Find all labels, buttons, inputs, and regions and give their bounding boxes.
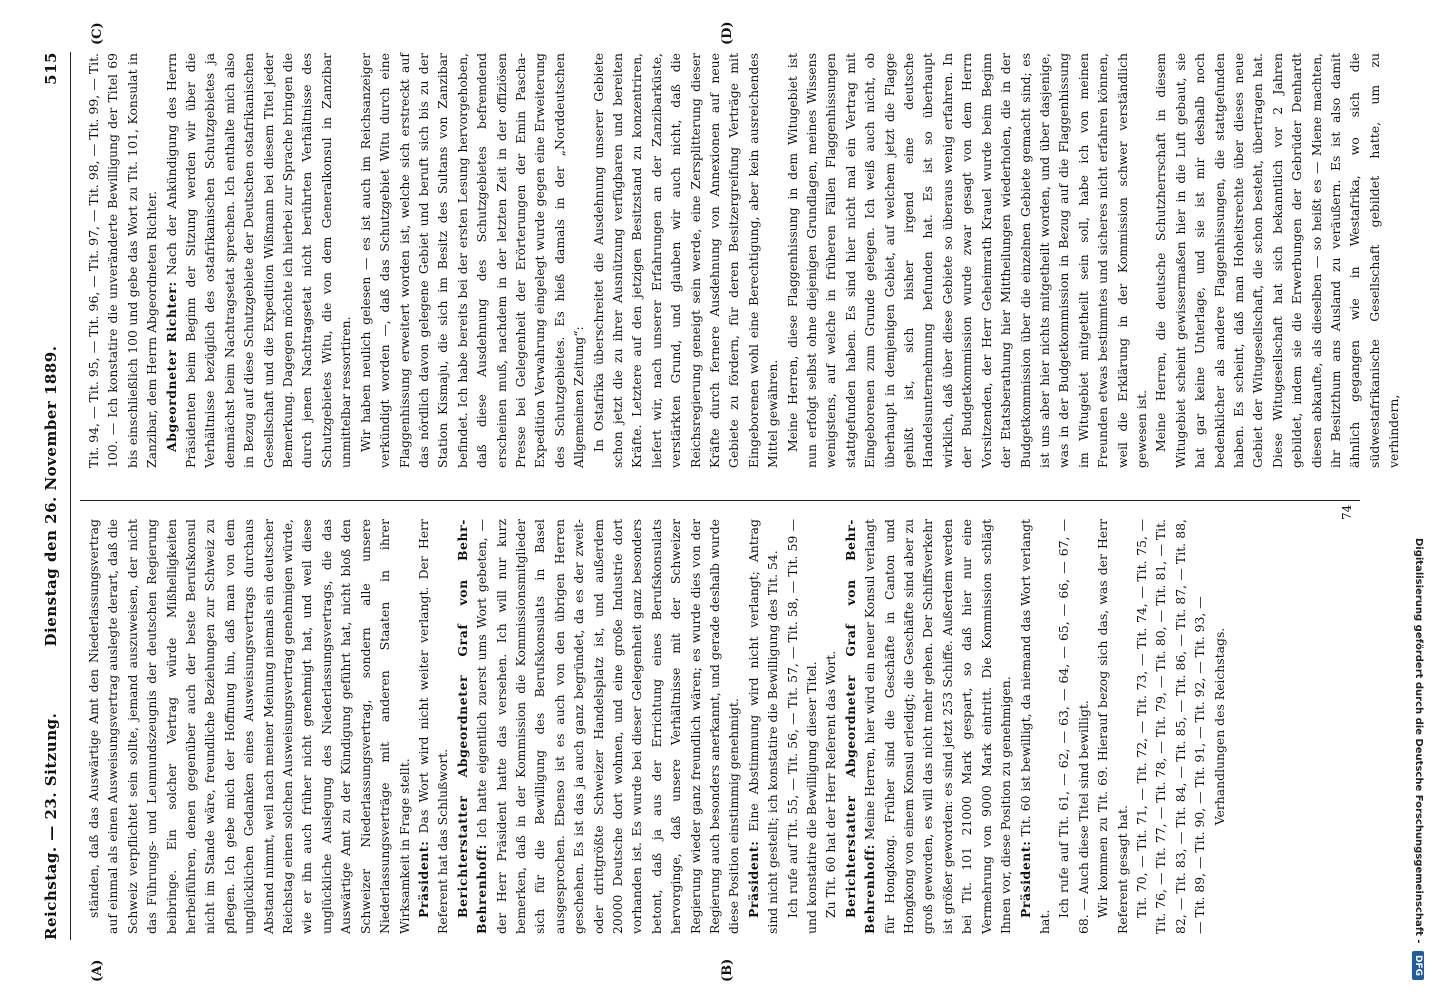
paragraph-text: Tit. 94, — Tit. 95, — Tit. 96, — Tit. 97, — Tit. 98, — Tit. 99, — Tit. 100. — Ich konstatire die unveränderte Bewilligung der Titel 69 bis einschließlich 100 und gebe das Wort zu Tit. 101, Konsulat in Zanzibar, dem Herrn Abgeordneten Richter. [86, 53, 160, 468]
left-paragraph [821, 519, 840, 934]
paragraph-text: Wir kommen zu Tit. 69. Hierauf bezog sich das, was der Herr Referent gesagt hat. [1095, 519, 1130, 934]
paragraph-text: Wir haben neulich gelesen — es ist auch im Reichsanzeiger verkündigt worden —, daß das Schutzgebiet Witu durch eine Flaggenhissung erweitert worden ist, welche sich erstreckt auf das nördlich davon gelegene Gebiet und beruft sich bis zu der Station Kismaju, die sich im Besitz des Sultans von Zanzibar befindet. Ich habe bereits bei der ersten Lesung hervorgehoben, daß diese Ausdehnung des Schutzgebietes befremdend erscheinen muß, nachdem in der letzten Zeit in der offiziösen Presse bei Gelegenheit der Erörterungen der Emin Pascha-Expedition Verwahrung eingelegt wurde gegen eine Erweiterung des Schutzgebietes. Es hieß damals in der „Norddeutschen Allgemeinen Zeitung“: [357, 53, 587, 468]
page-header [38, 52, 66, 940]
paragraph-text: Meine Herren, diese Flaggenhissung in dem Witugebiet ist nun erfolgt selbst ohne diejenigen Grundlagen, meines Wissens wenigstens, auf welche in früheren Fällen Flaggenhissungen stattgefunden haben. Es sind hier nicht mal ein Vertrag mit Eingeborenen zum Grunde gelegen. Ich weiß auch nicht, ob überhaupt in demjenigen Gebiet, auf welchem jetzt die Flagge gehißt ist, sich bisher irgend eine deutsche Handelsunternehmung befunden hat. Es ist so überhaupt wirklich, daß über diese Gebiete so überaus wenig erfahren. In der Budgetkommission wurde zwar gesagt von dem Herrn Vorsitzenden, der Herr Geheimrath Krauel wurde beim Beginn der Etatsberathung hier Mittheilungen wiederholen, die in der Budgetkommission über die einzelnen Gebiete gemacht sind; es ist uns aber hier nichts mitgetheilt worden, und über dasjenige, was in der Budgetkommission in Bezug auf die Flaggenhissung im Witugebiet mitgetheilt sein soll, habe ich von meinen Freunden etwas bestimmtes und sicheres nicht erfahren können, weil die Erklärung in der Kommission schwer verständlich gewesen ist. [784, 53, 1149, 468]
column-divider [80, 500, 1360, 501]
digitization-credit [1408, 20, 1426, 980]
left-paragraph [783, 519, 822, 934]
left-paragraph [744, 519, 783, 934]
header-left: Reichstag. — 23. Sitzung. [42, 712, 60, 940]
paragraph-text: Nach der Ankündigung des Herrn Präsidenten beim Beginn der Sitzung werden wir über die Verhältnisse bezüglich des ostafrikanischen Schutzgebietes ja demnächst beim Nachtragsetat sprechen. Ich enthalte mich also in Bezug auf diese Schutzgebiete der Deutschen ostafrikanischen Gesellschaft und die Expedition Wißmann bei diesem Titel jeder Bemerkung. Dagegen möchte ich hierbei zur Sprache bringen die durch jenen Nachtragsetat nicht berührten Verhältnisse des Schutzgebietes Witu, die von dem Generalkonsul in Zanzibar unmittelbar ressortiren. [163, 53, 354, 468]
left-paragraph [84, 519, 414, 934]
margin-marker-d: (D) [720, 21, 735, 45]
paragraph-text: Ich rufe auf Tit. 61, — 62, — 63, — 64, — 65, — 66, — 67, — 68. — Auch diese Titel sind bewilligt. [1056, 519, 1091, 934]
right-paragraph [783, 53, 1152, 468]
right-paragraph [84, 53, 162, 468]
right-paragraph [356, 53, 589, 468]
left-paragraph [1132, 519, 1210, 934]
right-paragraph [162, 53, 356, 468]
speaker-name: Präsident: [1017, 840, 1033, 918]
left-paragraph [841, 519, 1016, 934]
credit-text: Digitalisierung gefördert durch die Deutsche Forschungsgemeinschaft - [1413, 537, 1424, 944]
paragraph-text: Verhandlungen des Reichstags. [1211, 627, 1227, 826]
dfg-logo: DFG [1412, 951, 1424, 980]
margin-marker-b: (B) [720, 958, 735, 982]
right-paragraph [589, 53, 783, 468]
paragraph-text: Meine Herren, hier wird ein neuer Konsul verlangt für Hongkong. Früher sind die Geschäfte in Canton und Hongkong von einem Konsul erledigt; die Geschäfte sind aber zu groß geworden, es will das nicht mehr gehen. Der Schiffsverkehr ist größer geworden: es sind jetzt 253 Schiffe. Außerdem werden bei Tit. 101 21000 Mark gespart, so daß hier nur eine Vermehrung von 9000 Mark eintritt. Die Kommission schlägt Ihnen vor, diese Position zu genehmigen. [862, 519, 1014, 934]
header-rule [70, 52, 71, 940]
left-paragraph [1210, 519, 1229, 934]
speaker-name: Abgeordneter Richter: [163, 281, 179, 452]
left-paragraph [1054, 519, 1093, 934]
left-paragraph [414, 519, 453, 934]
paragraph-text: Tit. 60 ist bewilligt, da niemand das Wort verlangt hat. [1017, 519, 1052, 934]
paragraph-text: Ich rufe auf Tit. 55, — Tit. 56, — Tit. 57, — Tit. 58, — Tit. 59 — und konstatire die Bewilligung dieser Titel. [784, 519, 820, 934]
paragraph-text: Meine Herren, die deutsche Schutzherrschaft in diesem Witugebiet scheint gewissermaßen hier in die Luft gebaut, sie hat gar keine Unterlage, und sie ist mir deshalb noch bedenklicher als andere Flaggenhissungen, die stattgefunden haben. Es scheint, daß man Hoheitsrechte über dieses neue Gebiet der Witugesellschaft, die schon besteht, übertragen hat. Diese Witugesellschaft hat sich bekanntlich vor 2 Jahren gebildet, indem sie die Erwerbungen der Gebrüder Denhardt diesen abkaufte, als dieselben — so heißt es — Miene machten, ihr Besitzthum ans Ausland zu veräußern. Es ist also damit ähnlich gegangen wie in Westafrika, wo sich die südwestafrikanische Gesellschaft gebildet hatte, um zu verhindern, [1153, 53, 1402, 468]
header-page-number: 515 [42, 52, 60, 85]
left-column [84, 519, 1354, 934]
header-date: Dienstag den 26. November 1889. [42, 345, 60, 647]
left-paragraph [453, 519, 744, 934]
speaker-name: Präsident: [415, 840, 431, 918]
paragraph-text: Eine Abstimmung wird nicht verlangt; Antrag sind nicht gestellt; ich konstatire die Bewilligung des Tit. 54. [745, 519, 781, 934]
paragraph-text: ständen, daß das Auswärtige Amt den Niederlassungsvertrag auf einmal als einen Ausweisungsvertrag auslegte derart, daß die Schweiz verpflichtet sein sollte, jemand auszuweisen, der nicht das Führungs- und Leumundszeugnis der deutschen Regierung beibringe. Ein solcher Vertrag würde Mißhelligkeiten herbeiführen, denen gegenüber auch der beste Berufskonsul nicht im Stande wäre, freundliche Beziehungen zur Schweiz zu pflegen. Ich gebe mich der Hoffnung hin, daß man von dem unglücklichen Gedanken eines Ausweisungsvertrags durchaus Abstand nimmt, weil nach meiner Meinung niemals ein deutscher Reichstag einen solchen Ausweisungsvertrag genehmigen würde, wie er ihn auch früher nicht genehmigt hat, und weil diese unglückliche Auslegung des Niederlassungsvertrags, die das Auswärtige Amt zu der Kündigung geführt hat, nicht bloß den Schweizer Niederlassungsvertrag, sondern alle unsere Niederlassungsverträge mit anderen Staaten in ihrer Wirksamkeit in Frage stellt. [86, 519, 412, 934]
margin-marker-a: (A) [90, 959, 105, 982]
speaker-name: Berichterstatter Abgeordneter Graf von Behr-Behrenhoff: [454, 519, 490, 934]
right-column [84, 53, 1402, 468]
left-paragraph [1016, 519, 1055, 934]
paragraph-text: Tit. 70, — Tit. 71, — Tit. 72, — Tit. 73, — Tit. 74, — Tit. 75, — Tit. 76, — Tit. 77, — Tit. 78, — Tit. 79, — Tit. 80, — Tit. 81, — Tit. 82, — Tit. 83, — Tit. 84, — Tit. 85, — Tit. 86, — Tit. 87, — Tit. 88, — Tit. 89, — Tit. 90, — Tit. 91, — Tit. 92, — Tit. 93, — [1133, 519, 1208, 934]
right-paragraph [1151, 53, 1403, 468]
footer-page-number: 74 [1340, 504, 1354, 520]
speaker-name: Berichterstatter Abgeordneter Graf von Behr-Behrenhoff: [842, 519, 878, 934]
paragraph-text: In Ostafrika überschreitet die Ausdehnung unserer Gebiete schon jetzt die zu ihrer Ausnützung verfügbaren und bereiten Kräfte. Letztere auf den jetzigen Besitzstand zu konzentriren, liefert wir, nach unserer Erfahrungen an der Zanzibarküste, verstärkten Grund, und glauben wir auch nicht, daß die Reichsregierung geneigt sein werde, eine Zersplitterung dieser Kräfte durch fernere Ausdehnung von Annexionen auf neue Gebiete zu fördern, für deren Besitzergreifung Verträge mit Eingeborenen wohl eine Berechtigung, aber kein ausreichendes Mittel gewähren. [590, 53, 781, 468]
paragraph-text: Zu Tit. 60 hat der Herr Referent das Wort. [823, 650, 839, 918]
margin-marker-c: (C) [90, 22, 105, 45]
left-paragraph [1093, 519, 1132, 934]
paragraph-text: Das Wort wird nicht weiter verlangt. Der Herr Referent hat das Schlußwort. [415, 519, 451, 934]
paragraph-text: Ich hatte eigentlich zuerst ums Wort gebeten, — der Herr Präsident hatte das versehen. Ich will nur kurz bemerken, daß in der Kommission die Kommissionsmitglieder sich für die Bewilligung des Berufskonsulats in Basel ausgesprochen. Ebenso ist es auch von den übrigen Herren geschehen. Es ist das ja auch ganz begründet, da es der zweit- oder drittgrößte Schweizer Handelsplatz ist, und außerdem 20000 Deutsche dort wohnen, und eine große Industrie dort vorhanden ist. Es wurde bei dieser Gelegenheit ganz besonders betont, daß ja aus der Errichtung eines Berufskonsulats hervorginge, daß unsere Verhältnisse mit der Schweizer Regierung wieder ganz freundlich wären; es wurde dies von der Regierung auch besonders anerkannt, und gerade deshalb wurde diese Position einstimmig genehmigt. [474, 519, 742, 934]
speaker-name: Präsident: [745, 840, 761, 918]
